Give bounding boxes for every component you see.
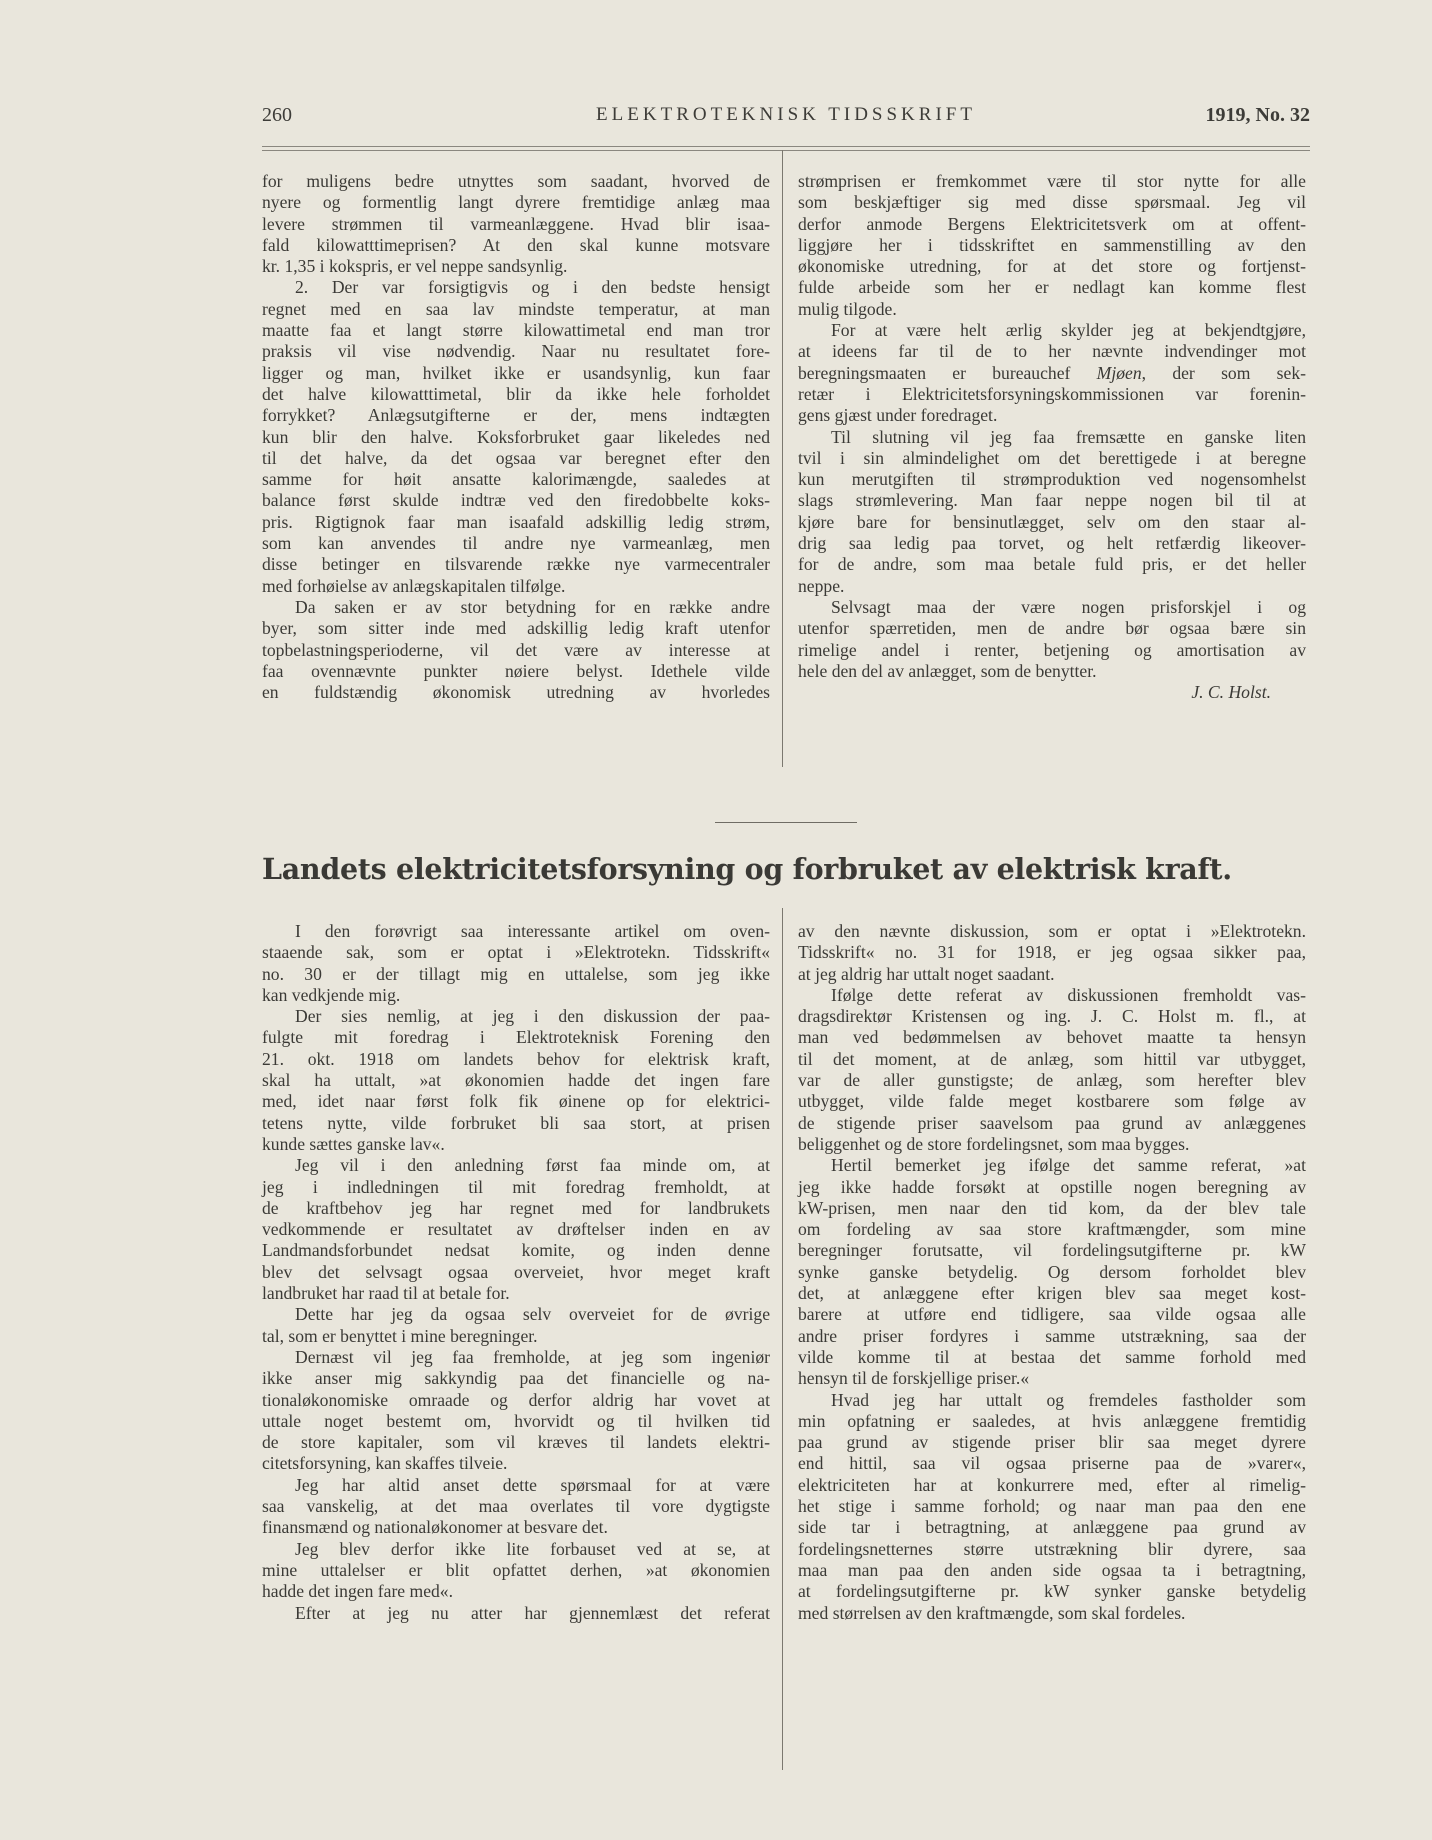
text-line: kan vedkjende mig. [262, 984, 401, 1005]
header-rule-top [262, 146, 1310, 147]
text-line: til det moment, at de anlæg, som hittil var utbygget, [798, 1048, 1306, 1069]
paragraph [262, 171, 770, 277]
text-line: elektriciteten har at konkurrere med, efter al rimelig- [798, 1474, 1306, 1495]
text-line: neppe. [798, 575, 845, 596]
text-line: økonomiske utredning, for at det store og fortjenst- [798, 256, 1306, 277]
text-line: synke ganske betydelig. Og dersom forholdet blev [798, 1261, 1306, 1282]
paragraph [262, 597, 770, 703]
article-title: Landets elektricitetsforsyning og forbruket av elektrisk kraft. [262, 852, 1232, 886]
text-line: fulde arbeide som her er nedlagt kan komme flest [798, 277, 1306, 298]
text-line: jeg i indledningen til mit foredrag fremholdt, at [262, 1176, 770, 1197]
text-line: jeg ikke hadde forsøkt at opstille nogen beregning av [798, 1176, 1306, 1197]
text-line: Dette har jeg da ogsaa selv overveiet for de øvrige [295, 1304, 770, 1325]
text-line: det halve kilowatttimetal, blir da ikke hele forholdet [262, 383, 770, 404]
text-line: kW-prisen, men naar den tid kom, da der blev tale [798, 1197, 1306, 1218]
text-line: saa vanskelig, at det maa overlates til vore dygtigste [262, 1496, 770, 1517]
paragraph [262, 921, 770, 1006]
text-line: tal, som er benyttet i mine beregninger. [262, 1325, 538, 1346]
text-line: var de aller gunstigste; de anlæg, som herefter blev [798, 1070, 1306, 1091]
text-line: praksis vil vise nødvendig. Naar nu resultatet fore- [262, 341, 770, 362]
text-line: Da saken er av stor betydning for en række andre [295, 596, 770, 617]
text-line: no. 30 er der tillagt mig en uttalelse, som jeg ikke [262, 963, 770, 984]
text-line: ligger og man, hvilket ikke er usandsynlig, kun faar [262, 362, 770, 383]
article-left-column [262, 921, 770, 1624]
text-line: het stige i samme forhold; og naar man paa den ene [798, 1496, 1306, 1517]
text-line: paa grund av stigende priser blir saa meget dyrere [798, 1432, 1306, 1453]
text-line: med forhøielse av anlægskapitalen tilfølge. [262, 575, 566, 596]
paragraph [798, 1390, 1306, 1624]
text-line: tionaløkonomiske omraade og derfor aldrig har vovet at [262, 1389, 770, 1410]
header-rule-bottom [262, 150, 1310, 151]
text-line: min opfatning er saaledes, at hvis anlæggene fremtidig [798, 1410, 1306, 1431]
text-line: kun blir den halve. Koksforbruket gaar likeledes ned [262, 426, 770, 447]
text-line: I den forøvrigt saa interessante artikel om oven- [295, 921, 770, 941]
text-line: fulgte mit foredrag i Elektroteknisk Forening den [262, 1027, 770, 1048]
text-line: vedkommende er resultatet av drøftelser inden en av [262, 1219, 770, 1240]
text-line: det, at anlæggene efter krigen blev saa meget kost- [798, 1283, 1306, 1304]
text-line: Jeg vil i den anledning først faa minde om, at [295, 1155, 770, 1176]
previous-article-left-column [262, 171, 770, 703]
text-line: finansmænd og nationaløkonomer at besvare det. [262, 1517, 608, 1538]
text-line: med, idet naar først folk fik øinene op for elektrici- [262, 1091, 770, 1112]
text-line: som kan anvendes til andre nye varmeanlæg, men [262, 533, 770, 554]
text-line: at jeg aldrig har uttalt noget saadant. [798, 963, 1055, 984]
paragraph [262, 1006, 770, 1155]
text-line: uttale noget bestemt om, hvorvidt og til hvilken tid [262, 1410, 770, 1431]
paragraph [798, 171, 1306, 320]
text-line: kjøre bare for bensinutlægget, selv om den staar al- [798, 511, 1306, 532]
text-line: balance først skulde indtræ ved den firedobbelte koks- [262, 490, 770, 511]
issue-number: 1919, No. 32 [1205, 104, 1310, 126]
text-line: som beskjæftiger sig med disse spørsmaal. Jeg vil [798, 192, 1306, 213]
article-right-column [798, 921, 1306, 1624]
text-line: disse betinger en tilsvarende række nye varmecentraler [262, 554, 770, 575]
paragraph [262, 1155, 770, 1304]
text-line: mine uttalelser er blit opfattet derhen, »at økonomien [262, 1559, 770, 1580]
article-separator [715, 822, 857, 823]
text-line: ikke anser mig sakkyndig paa det financielle og na- [262, 1368, 770, 1389]
paragraph [798, 1155, 1306, 1389]
text-line: gens gjæst under foredraget. [798, 405, 998, 426]
italic-name: Mjøen [1096, 362, 1142, 383]
text-line: for de andre, som maa betale fuld pris, er det heller [798, 554, 1306, 575]
text-line: hensyn til de forskjellige priser.« [798, 1368, 1030, 1389]
text-line: maa man paa den anden side ogsaa ta i betragtning, [798, 1559, 1306, 1580]
text-line: levere strømmen til varmeanlæggene. Hvad blir isaa- [262, 213, 770, 234]
text-line: Jeg blev derfor ikke lite forbauset ved at se, at [295, 1538, 770, 1559]
text-line: hadde det ingen fare med«. [262, 1581, 454, 1602]
text-line: utenfor spærretiden, men de andre bør ogsaa bære sin [798, 618, 1306, 639]
text-line: at ideens far til de to her nævnte indvendinger mot [798, 341, 1306, 362]
text-line: Dernæst vil jeg faa fremholde, at jeg som ingeniør [295, 1346, 770, 1367]
text-line: beregninger forutsatte, vil fordelingsutgifterne pr. kW [798, 1240, 1306, 1261]
running-head [262, 104, 1310, 134]
text-line: de stigende priser saavelsom paa grund av anlæggenes [798, 1112, 1306, 1133]
page-number: 260 [262, 104, 292, 126]
text-line: derfor anmode Bergens Elektricitetsverk om at offent- [798, 213, 1306, 234]
text-line: Tidsskrift« no. 31 for 1918, er jeg ogsaa sikker paa, [798, 942, 1306, 963]
previous-article-right-column [798, 171, 1306, 703]
paragraph [798, 427, 1306, 597]
text-line: mulig tilgode. [798, 298, 897, 319]
text-line: faa ovennævnte punkter nøiere belyst. Idethele vilde [262, 660, 770, 681]
text-line: Selvsagt maa der være nogen prisforskjel i og [831, 596, 1306, 617]
text-line: Der sies nemlig, at jeg i den diskussion der paa- [295, 1006, 770, 1027]
paragraph [262, 1539, 770, 1603]
paragraph [262, 1347, 770, 1475]
column-divider-top [782, 150, 783, 767]
text-line: 2. Der var forsigtigvis og i den bedste hensigt [295, 277, 770, 298]
text-line: Til slutning vil jeg faa fremsætte en ganske liten [831, 426, 1306, 447]
text-line: andre priser fordyres i samme utstrækning, saa der [798, 1325, 1306, 1346]
text-line: For at være helt ærlig skylder jeg at bekjendtgjøre, [831, 320, 1306, 341]
text-line: fald kilowatttimeprisen? At den skal kunne motsvare [262, 234, 770, 255]
text-line: en fuldstændig økonomisk utredning av hvorledes [262, 682, 770, 703]
text-line: pris. Rigtignok faar man isaafald adskillig ledig strøm, [262, 511, 770, 532]
text-line: byer, som sitter inde med adskillig ledig kraft utenfor [262, 618, 770, 639]
text-line: de kraftbehov jeg har regnet med for landbrukets [262, 1197, 770, 1218]
text-line: end hittil, saa vil ogsaa priserne paa de »varer«, [798, 1453, 1306, 1474]
text-line: dragsdirektør Kristensen og ing. J. C. Holst m. fl., at [798, 1006, 1306, 1027]
text-line: Efter at jeg nu atter har gjennemlæst det referat [295, 1602, 770, 1623]
text-line: liggjøre her i tidsskriftet en sammenstilling av den [798, 234, 1306, 255]
text-line: samme for høit ansatte kalorimængde, saaledes at [262, 469, 770, 490]
paragraph [262, 1475, 770, 1539]
text-line: tvil i sin almindelighet om det berettigede i at beregne [798, 447, 1306, 468]
text-line: man ved bedømmelsen av behovet maatte ta hensyn [798, 1027, 1306, 1048]
text-line: staaende sak, som er optat i »Elektrotekn. Tidsskrift« [262, 942, 770, 963]
text-line: citetsforsyning, kan skaffes tilveie. [262, 1453, 508, 1474]
text-line: utbygget, vilde falde meget kostbarere som følge av [798, 1091, 1306, 1112]
column-divider-bottom [782, 908, 783, 1770]
text-line: skal ha uttalt, »at økonomien hadde det ingen fare [262, 1070, 770, 1091]
text-line: for muligens bedre utnyttes som saadant, hvorved de [262, 171, 770, 191]
text-line: til det halve, da det ogsaa var beregnet efter den [262, 447, 770, 468]
paragraph [262, 277, 770, 596]
text-line: regnet med en saa lav mindste temperatur, at man [262, 298, 770, 319]
text-line: de store kapitaler, som vil kræves til landets elektri- [262, 1432, 770, 1453]
text-line: blev det selvsagt ogsaa overveiet, hvor meget kraft [262, 1261, 770, 1282]
text-line: beregningsmaaten er bureauchef Mjøen, der som sek- [798, 362, 1306, 383]
text-line: med størrelsen av den kraftmængde, som skal fordeles. [798, 1602, 1186, 1623]
text-line: forrykket? Anlægsutgifterne er der, mens indtægten [262, 405, 770, 426]
text-line: strømprisen er fremkommet være til stor nytte for alle [798, 171, 1306, 191]
text-line: maatte faa et langt større kilowattimetal end man tror [262, 320, 770, 341]
text-line: side tar i betragtning, at anlæggene paa grund av [798, 1517, 1306, 1538]
text-line: 21. okt. 1918 om landets behov for elektrisk kraft, [262, 1048, 770, 1069]
text-line: kunde sættes ganske lav«. [262, 1133, 445, 1154]
paragraph [798, 985, 1306, 1155]
paragraph [798, 320, 1306, 426]
text-line: fordelingsnetternes større utstrækning blir dyrere, saa [798, 1538, 1306, 1559]
text-line: drig saa ledig paa torvet, og helt retfærdig likeover- [798, 533, 1306, 554]
paragraph [262, 1603, 770, 1624]
text-line: av den nævnte diskussion, som er optat i »Elektrotekn. [798, 921, 1306, 941]
text-line: slags strømlevering. Man faar neppe nogen bil til at [798, 490, 1306, 511]
text-line: topbelastningsperioderne, vil det være av interesse at [262, 639, 770, 660]
text-line: kun merutgiften til strømproduktion ved nogensomhelst [798, 469, 1306, 490]
text-line: om fordeling av saa store kraftmængder, som mine [798, 1219, 1306, 1240]
paragraph [798, 921, 1306, 985]
text-line: retær i Elektricitetsforsyningskommissionen var forenin- [798, 383, 1306, 404]
text-line: kr. 1,35 i kokspris, er vel neppe sandsynlig. [262, 256, 568, 277]
text-line: Ifølge dette referat av diskussionen fremholdt vas- [831, 984, 1306, 1005]
text-line: rimelige andel i renter, betjening og amortisation av [798, 639, 1306, 660]
text-line: tetens nytte, vilde forbruket bli saa stort, at prisen [262, 1112, 770, 1133]
journal-title: ELEKTROTEKNISK TIDSSKRIFT [596, 104, 976, 125]
text-line: Hvad jeg har uttalt og fremdeles fastholder som [831, 1389, 1306, 1410]
text-line: vilde komme til at bestaa det samme forhold med [798, 1346, 1306, 1367]
author-signature: J. C. Holst. [1191, 682, 1271, 703]
text-line: landbruket har raad til at betale for. [262, 1283, 510, 1304]
text-line: Landmandsforbundet nedsat komite, og inden denne [262, 1240, 770, 1261]
text-line: Hertil bemerket jeg ifølge det samme referat, »at [831, 1155, 1306, 1176]
text-line: hele den del av anlægget, som de benytter. [798, 660, 1097, 681]
paragraph [262, 1304, 770, 1347]
text-line: beliggenhet og de store fordelingsnet, som maa bygges. [798, 1133, 1190, 1154]
text-line: nyere og formentlig langt dyrere fremtidige anlæg maa [262, 192, 770, 213]
paragraph [798, 597, 1306, 682]
text-line: Jeg har altid anset dette spørsmaal for at være [295, 1474, 770, 1495]
text-line: at fordelingsutgifterne pr. kW synker ganske betydelig [798, 1581, 1306, 1602]
text-line: barere at utføre end tidligere, saa vilde ogsaa alle [798, 1304, 1306, 1325]
